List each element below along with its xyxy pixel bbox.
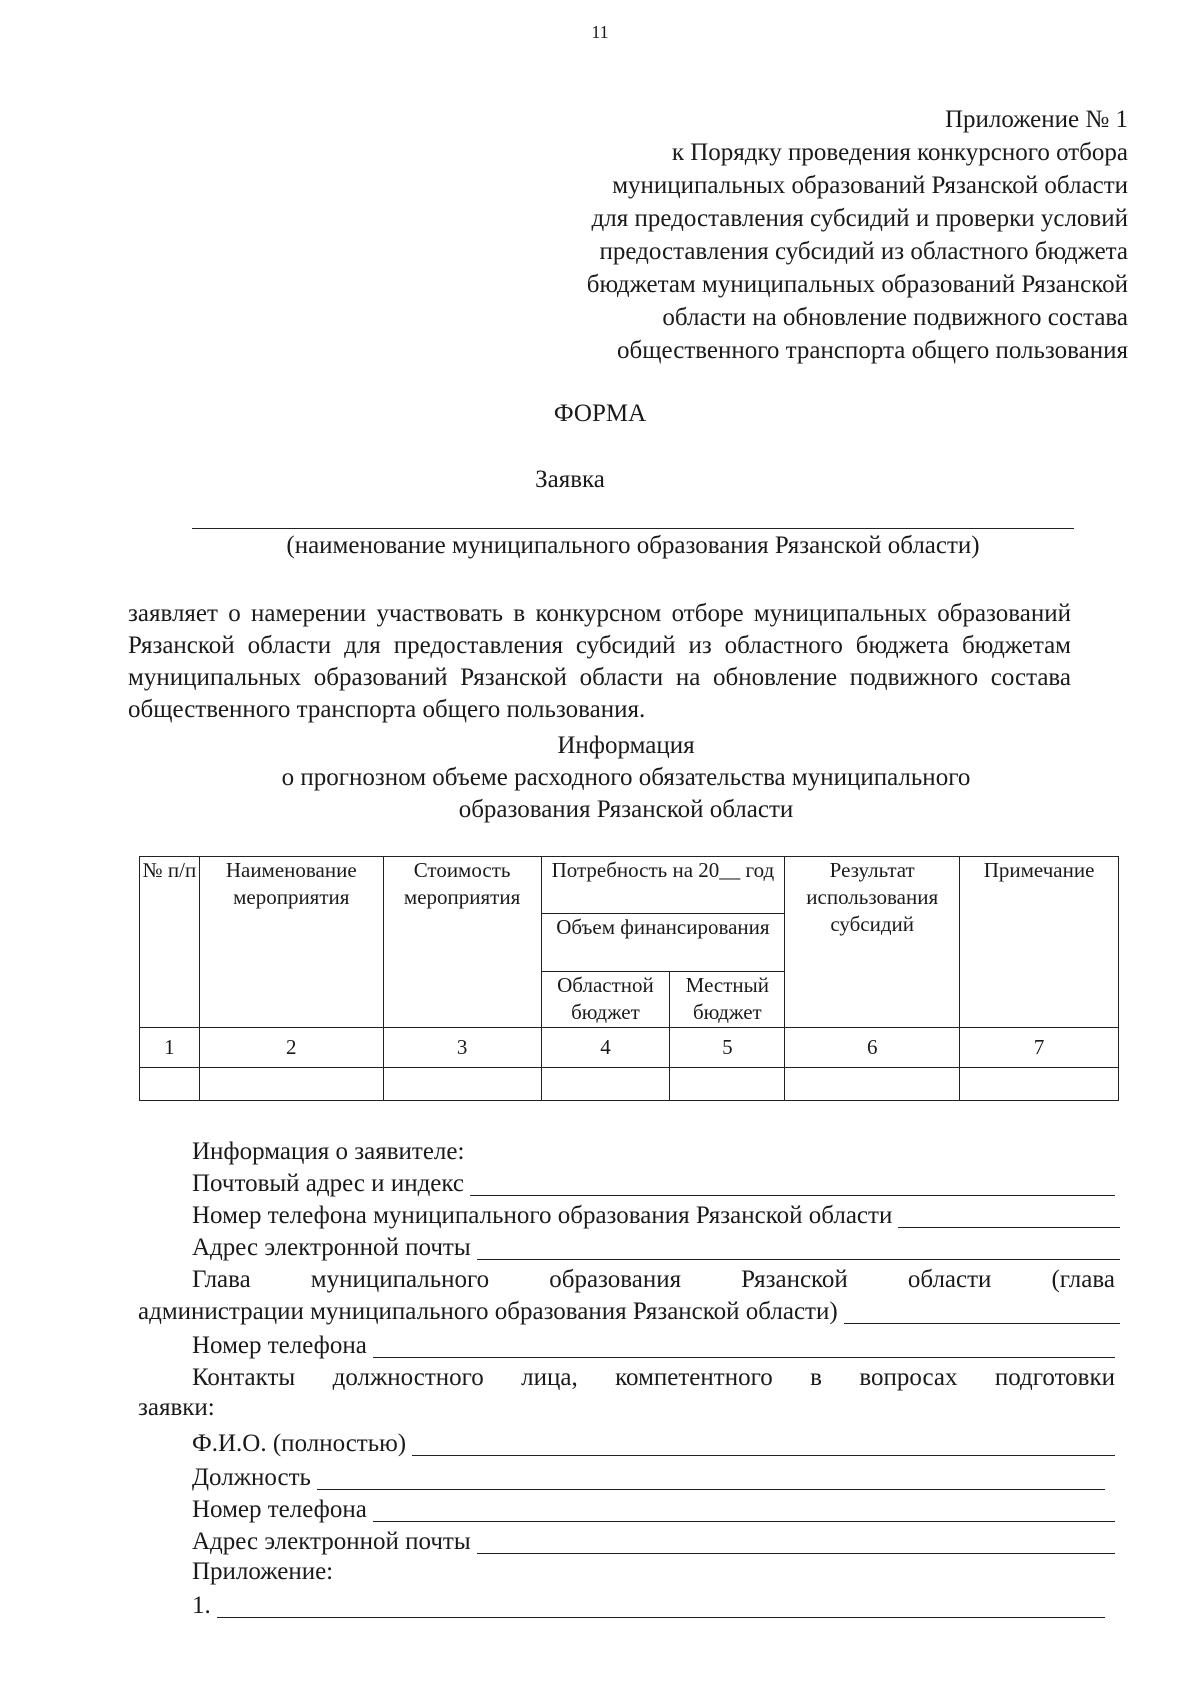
postal-field-row: [192, 1168, 1115, 1200]
contact-email-label: Адрес электронной почты: [192, 1528, 471, 1555]
column-number: 7: [960, 1028, 1119, 1068]
postal-label: Почтовый адрес и индекс: [192, 1170, 465, 1197]
head-word: Глава: [192, 1266, 251, 1293]
contacts-word: подготовки: [994, 1364, 1115, 1391]
contact-phone-label: Номер телефона: [192, 1496, 367, 1523]
attachment-input-line[interactable]: [217, 1593, 1105, 1618]
header-regional-budget: Областной бюджет: [541, 972, 670, 1028]
fio-field-row: [192, 1428, 1115, 1460]
head-phone-label: Номер телефона: [192, 1332, 367, 1359]
attachment-heading: Приложение:: [192, 1558, 334, 1585]
municipality-caption: (наименование муниципального образования Рязанской области): [286, 532, 980, 559]
header-local-budget: Местный бюджет: [670, 972, 785, 1028]
phone-mo-input-line[interactable]: [898, 1203, 1120, 1228]
contacts-word: лица,: [521, 1364, 578, 1391]
appendix-line: бюджетам муниципальных образований Рязанской: [586, 271, 1128, 298]
column-number: 3: [383, 1028, 541, 1068]
contacts-word: в: [810, 1364, 822, 1391]
head-input-line[interactable]: [844, 1299, 1120, 1324]
contacts-line-2: заявки:: [138, 1394, 215, 1421]
appendix-line: для предоставления субсидий и проверки условий: [591, 205, 1128, 232]
column-number: 6: [785, 1028, 960, 1068]
contacts-word: должностного: [332, 1364, 484, 1391]
info-title: [0, 730, 1200, 826]
header-need: Потребность на 20__ год: [541, 857, 785, 914]
column-number: 5: [670, 1028, 785, 1068]
table-cell-empty[interactable]: [785, 1068, 960, 1101]
head-phone-input-line[interactable]: [373, 1333, 1115, 1358]
head-label: администрации муниципального образования Рязанской области): [138, 1298, 838, 1325]
header-cost: Стоимость мероприятия: [383, 857, 541, 1028]
table-cell-empty[interactable]: [383, 1068, 541, 1101]
contact-phone-input-line[interactable]: [373, 1497, 1115, 1522]
position-label: Должность: [192, 1464, 311, 1491]
head-line-1: [192, 1266, 1115, 1294]
fio-label: Ф.И.О. (полностью): [192, 1430, 407, 1457]
header-volume: Объем финансирования: [541, 914, 785, 972]
head-field-row: [138, 1296, 1120, 1328]
contact-email-field-row: [192, 1526, 1115, 1558]
phone-mo-label: Номер телефона муниципального образования Рязанской области: [192, 1202, 893, 1229]
info-title-line: образования Рязанской области: [458, 796, 794, 823]
fio-input-line[interactable]: [412, 1431, 1115, 1456]
contacts-word: компетентного: [615, 1364, 773, 1391]
header-result: Результат использования субсидий: [785, 857, 960, 1028]
head-word: Рязанской: [741, 1266, 848, 1293]
header-num: № п/п: [140, 857, 200, 1028]
email-field-row: [192, 1232, 1120, 1264]
head-word: (глава: [1051, 1266, 1115, 1293]
email-input-line[interactable]: [477, 1235, 1120, 1260]
phone-mo-field-row: [192, 1200, 1120, 1232]
applicant-heading: Информация о заявителе:: [192, 1138, 465, 1165]
municipality-name-line[interactable]: [192, 528, 1074, 529]
head-phone-field-row: [192, 1330, 1115, 1362]
table-cell-empty[interactable]: [541, 1068, 670, 1101]
application-title: Заявка: [535, 466, 605, 493]
statement-paragraph: заявляет о намерении участвовать в конкурсном отборе муниципальных образований Рязанской области для предоставления субсидий из областного бюджета бюджетам муниципальных образований Рязанской области на обновление подвижного состава общественного транспорта общего пользования.: [128, 600, 1071, 723]
contacts-word: вопросах: [859, 1364, 958, 1391]
contacts-word: Контакты: [192, 1364, 296, 1391]
appendix-line: предоставления субсидий из областного бюджета: [599, 238, 1128, 265]
position-field-row: [192, 1462, 1105, 1494]
contact-phone-field-row: [192, 1494, 1115, 1526]
attachment-item-number: 1.: [192, 1592, 211, 1619]
postal-input-line[interactable]: [470, 1171, 1115, 1196]
table-cell-empty[interactable]: [140, 1068, 200, 1101]
appendix-line: к Порядку проведения конкурсного отбора: [671, 139, 1128, 166]
head-word: муниципального: [310, 1266, 490, 1293]
position-input-line[interactable]: [317, 1465, 1105, 1490]
email-label: Адрес электронной почты: [192, 1234, 471, 1261]
table-cell-empty[interactable]: [960, 1068, 1119, 1101]
column-number: 1: [140, 1028, 200, 1068]
column-number: 2: [199, 1028, 383, 1068]
contacts-line-1: [192, 1364, 1115, 1392]
appendix-line: общественного транспорта общего пользования: [617, 337, 1128, 364]
column-number: 4: [541, 1028, 670, 1068]
page-number: 11: [591, 22, 609, 42]
head-word: образования: [549, 1266, 682, 1293]
info-title-line: Информация: [557, 732, 695, 759]
form-title: ФОРМА: [553, 400, 647, 427]
appendix-header: [587, 103, 1128, 367]
info-title-line: о прогнозном объеме расходного обязательства муниципального: [281, 764, 971, 791]
attachment-field-row: [192, 1590, 1105, 1622]
header-name: Наименование мероприятия: [199, 857, 383, 1028]
expense-table: [139, 856, 1119, 1101]
table-cell-empty[interactable]: [670, 1068, 785, 1101]
appendix-line: области на обновление подвижного состава: [662, 304, 1128, 331]
table-cell-empty[interactable]: [199, 1068, 383, 1101]
appendix-line: муниципальных образований Рязанской области: [612, 172, 1128, 199]
header-note: Примечание: [960, 857, 1119, 1028]
contact-email-input-line[interactable]: [477, 1529, 1115, 1554]
head-word: области: [907, 1266, 992, 1293]
appendix-line: Приложение № 1: [944, 106, 1128, 133]
